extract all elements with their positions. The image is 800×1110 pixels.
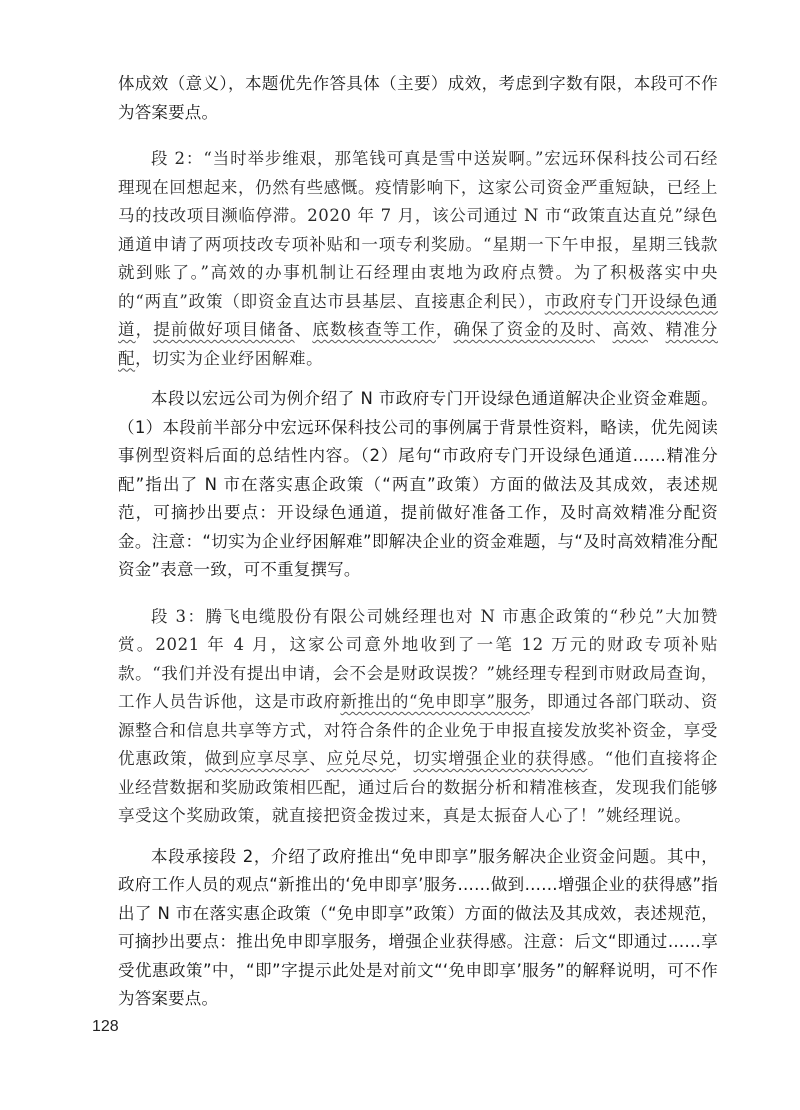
text-segment: 段 3：腾飞电缆股份有限公司姚经理也对 N 市惠企政策的“秒兑”大加赞赏。2021 年 4 月，这家公司意外地收到了一笔 12 万元的财政专项补贴款。“我们并没有提出申请，会不会是财政误拨？”姚经理专程到市财政局查询，工作人员告诉他，这是市政府 [118,606,718,711]
analysis-paragraph-3: 本段承接段 2，介绍了政府推出“免申即享”服务解决企业资金问题。其中，政府工作人员的观点“新推出的‘免申即享’服务……做到……增强企业的获得感”指出了 N 市在落实惠企政策（“免申即享”政策）方面的做法及其成效，表述规范，可摘抄出要点：推出免申即享服务，增强企业获得感。注意：后文“即通过……享受优惠政策”中，“即”字提示此处是对前文“‘免申即享’服务”的解释说明，可不作为答案要点。 [118,846,718,1008]
source-paragraph-3 [118,603,718,831]
text-segment: 、 [294,320,313,339]
underlined-phrase: 提前做好项目储备 [153,320,295,339]
underlined-phrase: 切实增强企业的获得感 [413,749,588,768]
underlined-phrase: 应兑尽兑 [326,749,397,768]
spacer [118,831,718,843]
text-segment: 、 [647,320,666,339]
text-segment: 段 2：“当时举步维艰，那笔钱可真是雪中送炭啊。”宏远环保科技公司石经理现在回想起来，仍然有些感慨。疫情影响下，这家公司资金严重短缺，已经上马的技改项目濒临停滞。2020 年 7 月，该公司通过 N 市“政策直达直兑”绿色通道申请了两项技改专项补贴和一项专利奖励。“星期一下午申报，星期三钱款就到账了。”高效的办事机制让石经理由衷地为政府点赞。为了积极落实中央的“两直”政策（即资金直达市县基层、直接惠企利民）， [118,149,718,311]
text-segment: 。“他们直接将企业经营数据和奖励政策相匹配，通过后台的数据分析和精准核查，发现我们能够享受这个奖励政策，就直接把资金拨过来，真是太振奋人心了！”姚经理说。 [118,749,719,825]
source-paragraph-2 [118,145,718,373]
text-segment: ，切实为企业纾困解难。 [135,348,324,368]
page-number: 128 [92,1018,119,1035]
underlined-phrase: 市政府专门开设绿色通道 [118,291,718,339]
underlined-phrase: 做到应享尽享 [204,749,310,768]
text-segment: 、 [594,320,613,339]
intro-paragraph: 体成效（意义），本题优先作答具体（主要）成效，考虑到字数有限，本段可不作为答案要点。 [118,74,718,122]
underlined-phrase: 确保了资金的及时 [453,320,595,339]
underlined-phrase: 高效 [612,320,648,339]
page-content [118,70,718,1014]
spacer [118,373,718,385]
text-segment: 、 [309,749,327,768]
text-segment: ， [435,320,454,339]
underlined-phrase: 底数核查等工作 [312,320,436,339]
analysis-paragraph-2: 本段以宏远公司为例介绍了 N 市政府专门开设绿色通道解决企业资金难题。（1）本段前半部分中宏远环保科技公司的事例属于背景性资料，略读，优先阅读事例型资料后面的总结性内容。（2）尾句“市政府专门开设绿色通道……精准分配”指出了 N 市在落实惠企政策（“两直”政策）方面的做法及其成效，表述规范，可摘抄出要点：开设绿色通道，提前做好准备工作，及时高效精准分配资金。注意：“切实为企业纾困解难”即解决企业的资金难题，与“及时高效精准分配资金”表意一致，可不重复撰写。 [118,389,718,579]
text-segment: ， [135,320,154,339]
text-segment: ， [396,749,414,768]
text-segment: ，即通过各部门联动、资源整合和信息共享等方式，对符合条件的企业免于申报直接发放奖补资金，享受优惠政策， [118,692,718,768]
spacer [118,127,718,145]
spacer [118,585,718,603]
underlined-phrase: 精准分配 [118,320,718,368]
underlined-phrase: 新推出的“免申即享”服务 [340,692,530,711]
